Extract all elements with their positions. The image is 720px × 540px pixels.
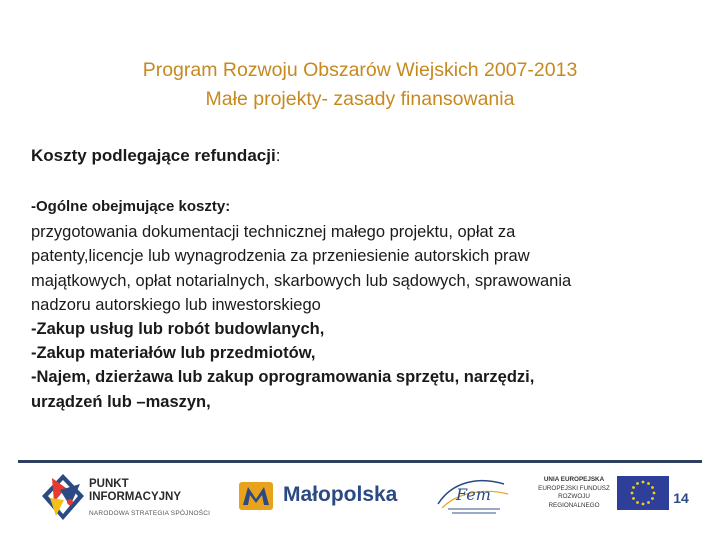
- section-heading: [31, 146, 280, 166]
- paragraph-line: patenty,licencje lub wynagrodzenia za przeniesienie autorskich praw: [31, 247, 530, 266]
- malopolska-text: Małopolska: [283, 483, 398, 506]
- punkt-line-1: PUNKT: [89, 478, 129, 490]
- punkt-informacyjny-logo: [40, 472, 220, 522]
- punkt-text: [89, 478, 181, 504]
- title-line-2: Małe projekty- zasady finansowania: [205, 88, 515, 110]
- list-item: -Zakup usług lub robót budowlanych,: [31, 320, 325, 339]
- list-item: urządzeń lub –maszyn,: [31, 392, 211, 411]
- malopolska-emblem-icon: [238, 481, 274, 511]
- footer-divider: [18, 460, 702, 463]
- eu-line-2: EUROPEJSKI FUNDUSZ: [538, 484, 610, 492]
- fem-emblem-icon: [434, 474, 514, 518]
- punkt-line-2: INFORMACYJNY: [89, 491, 182, 503]
- eu-text: [535, 476, 613, 510]
- section-heading-text: Koszty podlegające refundacji: [31, 146, 276, 165]
- paragraph-line: majątkowych, opłat notarialnych, skarbowych lub sądowych, sprawowania: [31, 271, 572, 290]
- paragraph-line: nadzoru autorskiego lub inwestorskiego: [31, 295, 321, 314]
- malopolska-logo: [238, 480, 416, 512]
- eu-line-3: ROZWOJU REGIONALNEGO: [548, 493, 600, 509]
- punkt-subtitle: NARODOWA STRATEGIA SPÓJNOŚCI: [89, 510, 211, 517]
- title-line-1: Program Rozwoju Obszarów Wiejskich 2007-2013: [142, 59, 578, 81]
- fem-text: Fem: [456, 485, 491, 504]
- punkt-emblem-icon: [40, 472, 86, 522]
- eu-logo: [527, 474, 672, 514]
- list-item: -Najem, dzierżawa lub zakup oprogramowania sprzętu, narzędzi,: [31, 368, 535, 387]
- paragraph-line: przygotowania dokumentacji technicznej małego projektu, opłat za: [31, 223, 516, 242]
- eu-line-1: UNIA EUROPEJSKA: [543, 476, 605, 483]
- section-heading-colon: :: [275, 146, 281, 165]
- list-item: -Zakup materiałów lub przedmiotów,: [31, 344, 316, 363]
- cost-paragraph: [31, 220, 701, 317]
- footer-logos: [0, 464, 720, 540]
- slide-title: [40, 56, 680, 114]
- fem-logo: [434, 474, 514, 518]
- page-number: 14: [673, 490, 689, 506]
- eu-flag-icon: [617, 476, 669, 510]
- content-body: [31, 195, 701, 414]
- intro-label: -Ogólne obejmujące koszty:: [31, 198, 231, 215]
